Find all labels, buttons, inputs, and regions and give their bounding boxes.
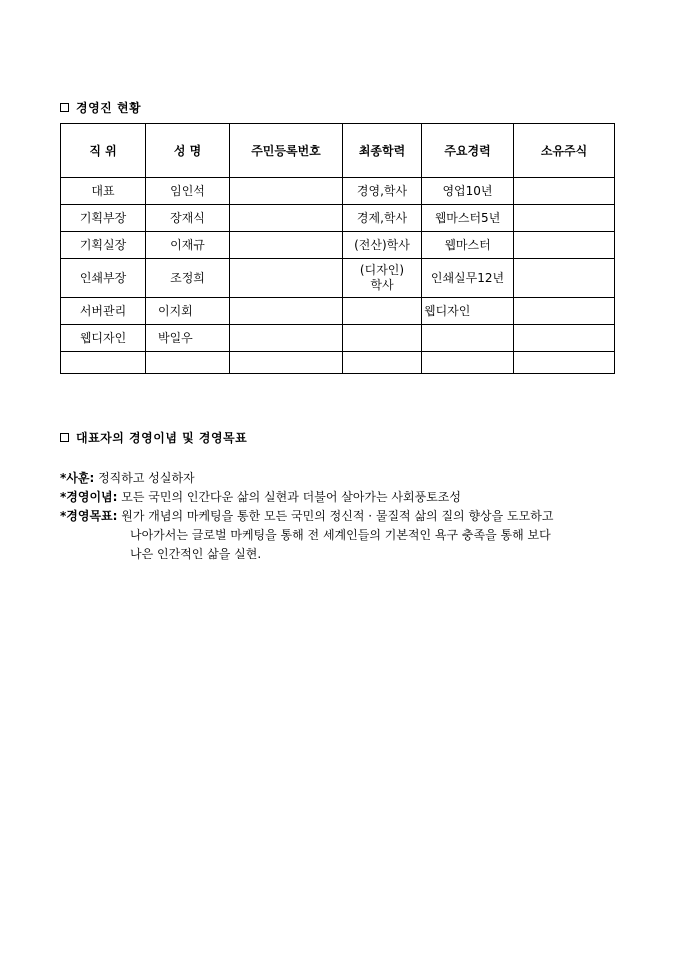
ideology-text: 모든 국민의 인간다운 삶의 실현과 더불어 살아가는 사회풍토조성	[121, 490, 461, 504]
cell-name: 임인석	[146, 178, 230, 205]
table-row	[61, 352, 615, 374]
header-education: 최종학력	[343, 124, 422, 178]
cell-resident-number	[230, 298, 343, 325]
cell-shares	[514, 178, 615, 205]
goal-continuation	[130, 526, 553, 545]
cell-education	[343, 325, 422, 352]
cell-name: 장재식	[146, 205, 230, 232]
cell-name	[146, 352, 230, 374]
cell-shares	[514, 352, 615, 374]
cell-education: (전산)학사	[343, 232, 422, 259]
cell-resident-number	[230, 205, 343, 232]
cell-career: 인쇄실무12년	[422, 259, 514, 298]
header-career: 주요경력	[422, 124, 514, 178]
table-row	[61, 298, 615, 325]
cell-position: 기획부장	[61, 205, 146, 232]
table-row	[61, 232, 615, 259]
table-row	[61, 325, 615, 352]
ideology-row	[60, 488, 553, 507]
cell-education: 경제,학사	[343, 205, 422, 232]
cell-resident-number	[230, 232, 343, 259]
cell-shares	[514, 259, 615, 298]
cell-resident-number	[230, 259, 343, 298]
cell-shares	[514, 298, 615, 325]
cell-career: 웹마스터5년	[422, 205, 514, 232]
goal-text-line2: 나아가서는 글로벌 마케팅을 통해 전 세계인들의 기본적인 욕구 충족을 통해 보다	[130, 528, 551, 542]
cell-name: 박일우	[146, 325, 230, 352]
cell-career	[422, 325, 514, 352]
motto-row	[60, 469, 553, 488]
cell-education: 경영,학사	[343, 178, 422, 205]
goal-text-line3: 나은 인간적인 삶을 실현.	[130, 547, 262, 561]
goal-label: *경영목표:	[60, 509, 118, 523]
cell-position: 인쇄부장	[61, 259, 146, 298]
header-resident-number: 주민등록번호	[230, 124, 343, 178]
cell-education	[343, 298, 422, 325]
cell-shares	[514, 205, 615, 232]
cell-name: 이재규	[146, 232, 230, 259]
section-title-text: 경영진 현황	[76, 101, 142, 115]
cell-position: 대표	[61, 178, 146, 205]
motto-label: *사훈:	[60, 471, 95, 485]
cell-career: 웹디자인	[422, 298, 514, 325]
cell-position	[61, 352, 146, 374]
table-header-row	[61, 124, 615, 178]
header-name: 성 명	[146, 124, 230, 178]
cell-resident-number	[230, 178, 343, 205]
cell-shares	[514, 232, 615, 259]
section-title-executives	[60, 99, 141, 116]
table-row	[61, 259, 615, 298]
section-title-text: 대표자의 경영이념 및 경영목표	[76, 431, 248, 445]
cell-shares	[514, 325, 615, 352]
header-shares: 소유주식	[514, 124, 615, 178]
cell-career	[422, 352, 514, 374]
goal-row	[60, 507, 553, 526]
vision-block	[60, 469, 553, 564]
table-row	[61, 205, 615, 232]
cell-name: 조정희	[146, 259, 230, 298]
header-position: 직 위	[61, 124, 146, 178]
goal-text-line1: 원가 개념의 마케팅을 통한 모든 국민의 정신적 · 물질적 삶의 질의 향상을 도모하고	[121, 509, 554, 523]
cell-position: 서버관리	[61, 298, 146, 325]
cell-education	[343, 352, 422, 374]
motto-text: 정직하고 성실하자	[98, 471, 195, 485]
cell-resident-number	[230, 352, 343, 374]
checkbox-square-icon	[60, 103, 69, 112]
section-title-vision	[60, 429, 247, 446]
executive-table	[60, 123, 615, 374]
cell-name: 이지회	[146, 298, 230, 325]
cell-resident-number	[230, 325, 343, 352]
cell-career: 영업10년	[422, 178, 514, 205]
table-row	[61, 178, 615, 205]
cell-career: 웹마스터	[422, 232, 514, 259]
ideology-label: *경영이념:	[60, 490, 118, 504]
cell-position: 기획실장	[61, 232, 146, 259]
checkbox-square-icon	[60, 433, 69, 442]
cell-position: 웹디자인	[61, 325, 146, 352]
cell-education: (디자인) 학사	[343, 259, 422, 298]
goal-continuation	[130, 545, 553, 564]
